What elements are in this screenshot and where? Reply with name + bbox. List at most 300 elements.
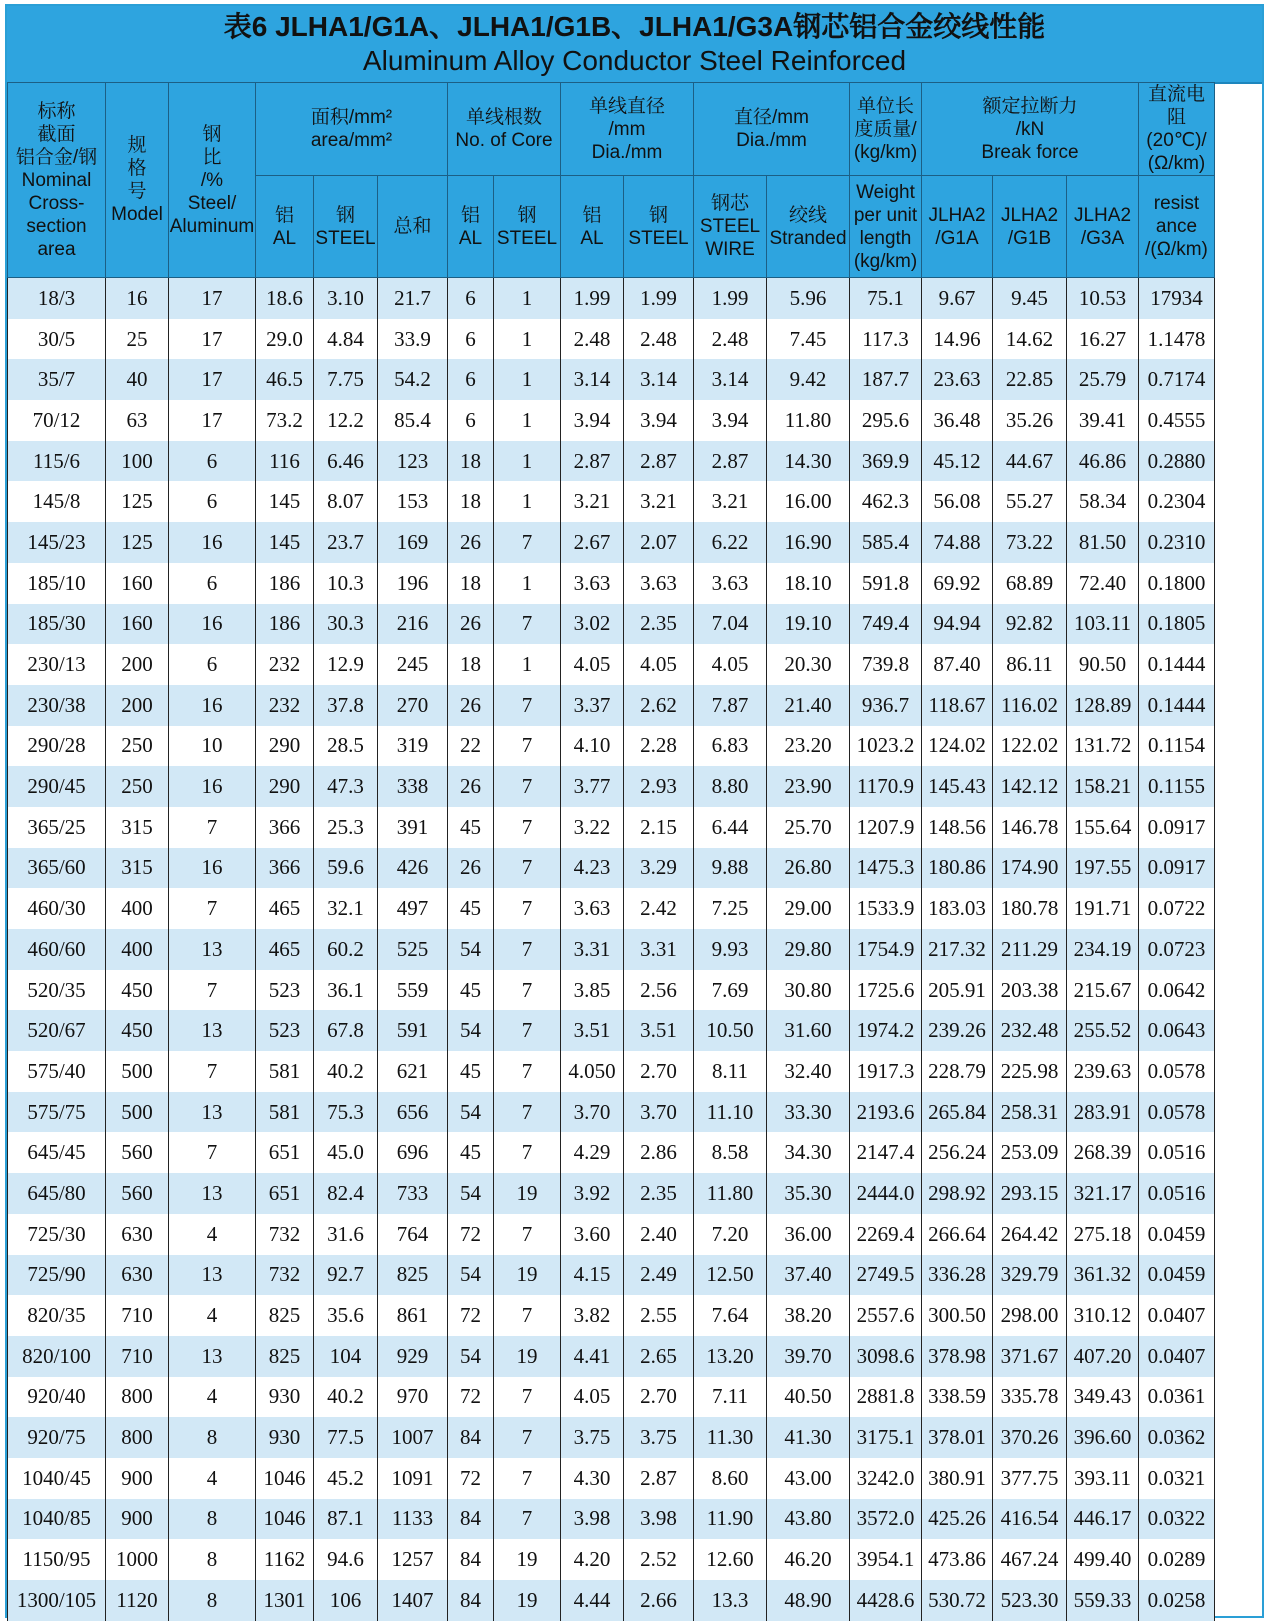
- cell-break-g1b: 73.22: [993, 522, 1067, 563]
- cell-steel-ratio: 13: [169, 1010, 256, 1051]
- cell-area-total: 319: [378, 726, 448, 767]
- cell-area-steel: 40.2: [314, 1377, 378, 1418]
- cell-resistance: 0.0361: [1139, 1377, 1215, 1418]
- cell-model: 500: [106, 1051, 169, 1092]
- cell-wire-dia-al: 3.98: [561, 1499, 624, 1540]
- header-line: /G1B: [1007, 227, 1052, 249]
- header-line: JLHA2: [1000, 204, 1059, 226]
- cell-nominal-area: 725/30: [8, 1214, 106, 1255]
- cell-dia-steel-core: 3.63: [694, 563, 767, 604]
- cell-wire-dia-al: 4.050: [561, 1051, 624, 1092]
- cell-cores-al: 18: [448, 644, 494, 685]
- cell-cores-steel: 1: [494, 441, 561, 482]
- cell-area-steel: 25.3: [314, 807, 378, 848]
- cell-break-g1a: 378.01: [922, 1417, 993, 1458]
- cell-weight: 4428.6: [850, 1580, 922, 1621]
- header-line: area: [37, 238, 76, 260]
- cell-area-al: 581: [256, 1092, 314, 1133]
- cell-dia-stranded: 34.30: [767, 1132, 850, 1173]
- col-area-steel: [314, 176, 378, 278]
- cell-break-g1b: 335.78: [993, 1377, 1067, 1418]
- cell-break-g3a: 39.41: [1067, 400, 1139, 441]
- cell-area-al: 290: [256, 726, 314, 767]
- cell-break-g3a: 268.39: [1067, 1132, 1139, 1173]
- table-row: [8, 766, 1215, 807]
- cell-dia-stranded: 48.90: [767, 1580, 850, 1621]
- cell-cores-steel: 7: [494, 685, 561, 726]
- cell-cores-steel: 19: [494, 1173, 561, 1214]
- cell-dia-stranded: 26.80: [767, 848, 850, 889]
- cell-break-g1a: 298.92: [922, 1173, 993, 1214]
- cell-area-al: 825: [256, 1295, 314, 1336]
- cell-dia-steel-core: 2.48: [694, 319, 767, 360]
- cell-dia-steel-core: 6.22: [694, 522, 767, 563]
- header-line: Model: [111, 204, 163, 225]
- cell-resistance: 0.0459: [1139, 1255, 1215, 1296]
- cell-wire-dia-steel: 2.65: [624, 1336, 694, 1377]
- cell-dia-steel-core: 7.04: [694, 604, 767, 645]
- cell-break-g3a: 128.89: [1067, 685, 1139, 726]
- cell-wire-dia-steel: 2.55: [624, 1295, 694, 1336]
- cell-steel-ratio: 17: [169, 359, 256, 400]
- cell-break-g1b: 92.82: [993, 604, 1067, 645]
- cell-cores-steel: 7: [494, 1214, 561, 1255]
- cell-resistance: 0.0289: [1139, 1539, 1215, 1580]
- cell-model: 16: [106, 278, 169, 319]
- table-frame: [5, 4, 1264, 1618]
- col-break-g1b: [993, 176, 1067, 278]
- cell-dia-stranded: 38.20: [767, 1295, 850, 1336]
- cell-break-g1a: 217.32: [922, 929, 993, 970]
- col-steel-ratio: [169, 83, 256, 278]
- header-line: Steel/: [187, 192, 237, 214]
- cell-area-total: 525: [378, 929, 448, 970]
- header-line: 号: [127, 181, 147, 202]
- table-row: [8, 278, 1215, 319]
- cell-break-g3a: 25.79: [1067, 359, 1139, 400]
- cell-dia-stranded: 40.50: [767, 1377, 850, 1418]
- cell-wire-dia-al: 3.37: [561, 685, 624, 726]
- cell-nominal-area: 230/13: [8, 644, 106, 685]
- table-row: [8, 1214, 1215, 1255]
- cell-resistance: 0.1444: [1139, 685, 1215, 726]
- cell-dia-stranded: 43.00: [767, 1458, 850, 1499]
- cell-resistance: 0.0362: [1139, 1417, 1215, 1458]
- cell-area-total: 169: [378, 522, 448, 563]
- cell-dia-stranded: 23.20: [767, 726, 850, 767]
- col-area-al: [256, 176, 314, 278]
- cell-area-total: 1091: [378, 1458, 448, 1499]
- col-resistance-cn: [1139, 83, 1215, 176]
- cell-wire-dia-steel: 3.51: [624, 1010, 694, 1051]
- cell-area-steel: 32.1: [314, 888, 378, 929]
- cell-area-al: 18.6: [256, 278, 314, 319]
- cell-model: 25: [106, 319, 169, 360]
- cell-break-g3a: 349.43: [1067, 1377, 1139, 1418]
- cell-cores-al: 18: [448, 481, 494, 522]
- cell-model: 450: [106, 1010, 169, 1051]
- cell-wire-dia-al: 3.63: [561, 888, 624, 929]
- cell-dia-stranded: 39.70: [767, 1336, 850, 1377]
- group-diameter: [694, 83, 850, 176]
- cell-break-g1b: 253.09: [993, 1132, 1067, 1173]
- cell-cores-al: 26: [448, 685, 494, 726]
- cell-area-steel: 45.2: [314, 1458, 378, 1499]
- cell-break-g1b: 174.90: [993, 848, 1067, 889]
- cell-cores-steel: 7: [494, 1377, 561, 1418]
- table-row: [8, 685, 1215, 726]
- cell-cores-al: 54: [448, 1255, 494, 1296]
- cell-steel-ratio: 13: [169, 1255, 256, 1296]
- cell-nominal-area: 820/35: [8, 1295, 106, 1336]
- cell-weight: 936.7: [850, 685, 922, 726]
- cell-wire-dia-al: 2.67: [561, 522, 624, 563]
- cell-steel-ratio: 7: [169, 970, 256, 1011]
- cell-wire-dia-steel: 4.05: [624, 644, 694, 685]
- cell-area-al: 732: [256, 1214, 314, 1255]
- cell-area-steel: 36.1: [314, 970, 378, 1011]
- cell-wire-dia-al: 3.77: [561, 766, 624, 807]
- cell-steel-ratio: 17: [169, 278, 256, 319]
- cell-weight: 3954.1: [850, 1539, 922, 1580]
- cell-resistance: 0.0917: [1139, 807, 1215, 848]
- cell-break-g1a: 148.56: [922, 807, 993, 848]
- cell-resistance: 0.1805: [1139, 604, 1215, 645]
- header-line: /G3A: [1080, 227, 1125, 249]
- cell-model: 900: [106, 1458, 169, 1499]
- cell-resistance: 0.0642: [1139, 970, 1215, 1011]
- cell-cores-al: 54: [448, 929, 494, 970]
- header-line: 钢: [648, 204, 668, 226]
- cell-resistance: 0.7174: [1139, 359, 1215, 400]
- header-line: JLHA2: [928, 204, 986, 226]
- cell-break-g1a: 265.84: [922, 1092, 993, 1133]
- cell-cores-al: 72: [448, 1295, 494, 1336]
- cell-model: 1120: [106, 1580, 169, 1621]
- cell-area-total: 123: [378, 441, 448, 482]
- cell-break-g3a: 72.40: [1067, 563, 1139, 604]
- cell-area-al: 651: [256, 1173, 314, 1214]
- cell-area-total: 85.4: [378, 400, 448, 441]
- cell-cores-al: 6: [448, 359, 494, 400]
- header-line: resist: [1153, 193, 1200, 214]
- cell-area-total: 21.7: [378, 278, 448, 319]
- header-line: 钢: [517, 204, 537, 226]
- cell-model: 160: [106, 604, 169, 645]
- cell-dia-steel-core: 6.83: [694, 726, 767, 767]
- cell-dia-steel-core: 10.50: [694, 1010, 767, 1051]
- table-row: [8, 1295, 1215, 1336]
- cell-break-g1a: 94.94: [922, 604, 993, 645]
- cell-break-g1b: 14.62: [993, 319, 1067, 360]
- cell-cores-steel: 19: [494, 1336, 561, 1377]
- cell-nominal-area: 365/60: [8, 848, 106, 889]
- header-line: WIRE: [705, 239, 755, 260]
- cell-model: 710: [106, 1336, 169, 1377]
- cell-weight: 585.4: [850, 522, 922, 563]
- cell-resistance: 0.0578: [1139, 1051, 1215, 1092]
- cell-break-g1a: 45.12: [922, 441, 993, 482]
- cell-break-g1b: 68.89: [993, 563, 1067, 604]
- cell-wire-dia-al: 4.41: [561, 1336, 624, 1377]
- header-line: per unit: [853, 204, 918, 226]
- cell-break-g3a: 90.50: [1067, 644, 1139, 685]
- cell-area-al: 523: [256, 1010, 314, 1051]
- cell-cores-steel: 7: [494, 1295, 561, 1336]
- cell-steel-ratio: 8: [169, 1580, 256, 1621]
- cell-model: 500: [106, 1092, 169, 1133]
- cell-nominal-area: 35/7: [8, 359, 106, 400]
- cell-break-g3a: 234.19: [1067, 929, 1139, 970]
- cell-steel-ratio: 8: [169, 1539, 256, 1580]
- cell-wire-dia-steel: 3.70: [624, 1092, 694, 1133]
- cell-cores-steel: 19: [494, 1539, 561, 1580]
- cell-area-steel: 28.5: [314, 726, 378, 767]
- cell-area-al: 1046: [256, 1458, 314, 1499]
- cell-area-al: 930: [256, 1377, 314, 1418]
- cell-dia-steel-core: 8.58: [694, 1132, 767, 1173]
- cell-break-g1b: 55.27: [993, 481, 1067, 522]
- cell-weight: 3242.0: [850, 1458, 922, 1499]
- cell-break-g1b: 142.12: [993, 766, 1067, 807]
- cell-steel-ratio: 8: [169, 1499, 256, 1540]
- cell-wire-dia-al: 3.21: [561, 481, 624, 522]
- cell-wire-dia-steel: 2.52: [624, 1539, 694, 1580]
- cell-area-steel: 12.2: [314, 400, 378, 441]
- cell-area-total: 153: [378, 481, 448, 522]
- cell-weight: 2444.0: [850, 1173, 922, 1214]
- header-line: 铝: [460, 204, 480, 226]
- cell-dia-stranded: 21.40: [767, 685, 850, 726]
- cell-weight: 295.6: [850, 400, 922, 441]
- group-break-force: [922, 83, 1139, 176]
- cell-model: 250: [106, 726, 169, 767]
- cell-weight: 591.8: [850, 563, 922, 604]
- cell-break-g1b: 377.75: [993, 1458, 1067, 1499]
- cell-dia-steel-core: 11.80: [694, 1173, 767, 1214]
- cell-area-total: 621: [378, 1051, 448, 1092]
- cell-break-g3a: 81.50: [1067, 522, 1139, 563]
- cell-wire-dia-steel: 2.93: [624, 766, 694, 807]
- cell-weight: 1754.9: [850, 929, 922, 970]
- group-area: [256, 83, 448, 176]
- cell-break-g1a: 338.59: [922, 1377, 993, 1418]
- cell-dia-stranded: 9.42: [767, 359, 850, 400]
- cell-wire-dia-al: 1.99: [561, 278, 624, 319]
- table-row: [8, 1010, 1215, 1051]
- cell-break-g3a: 393.11: [1067, 1458, 1139, 1499]
- cell-dia-stranded: 20.30: [767, 644, 850, 685]
- cell-wire-dia-steel: 3.14: [624, 359, 694, 400]
- cell-dia-steel-core: 7.20: [694, 1214, 767, 1255]
- cell-break-g1a: 530.72: [922, 1580, 993, 1621]
- header-line: 铝: [582, 204, 602, 226]
- cell-break-g3a: 58.34: [1067, 481, 1139, 522]
- cell-break-g1b: 22.85: [993, 359, 1067, 400]
- cell-break-g1b: 371.67: [993, 1336, 1067, 1377]
- cell-model: 40: [106, 359, 169, 400]
- cell-break-g1b: 232.48: [993, 1010, 1067, 1051]
- cell-dia-steel-core: 6.44: [694, 807, 767, 848]
- header-line: (kg/km): [853, 141, 918, 163]
- cell-break-g1b: 416.54: [993, 1499, 1067, 1540]
- col-break-g1a: [922, 176, 993, 278]
- cell-cores-al: 54: [448, 1173, 494, 1214]
- cell-nominal-area: 115/6: [8, 441, 106, 482]
- header-line: STEEL: [315, 227, 376, 249]
- cell-nominal-area: 18/3: [8, 278, 106, 319]
- cell-model: 100: [106, 441, 169, 482]
- cell-wire-dia-steel: 2.35: [624, 1173, 694, 1214]
- header-line: 钢: [335, 204, 355, 226]
- cell-dia-steel-core: 4.05: [694, 644, 767, 685]
- col-cores-steel: [494, 176, 561, 278]
- cell-nominal-area: 145/23: [8, 522, 106, 563]
- cell-break-g1a: 145.43: [922, 766, 993, 807]
- group-cores: [448, 83, 561, 176]
- cell-break-g1b: 211.29: [993, 929, 1067, 970]
- cell-model: 900: [106, 1499, 169, 1540]
- header-line: Nominal: [21, 169, 92, 191]
- cell-area-steel: 59.6: [314, 848, 378, 889]
- cell-area-al: 29.0: [256, 319, 314, 360]
- cell-break-g3a: 103.11: [1067, 604, 1139, 645]
- cell-resistance: 0.0321: [1139, 1458, 1215, 1499]
- table-row: [8, 1092, 1215, 1133]
- cell-break-g1b: 225.98: [993, 1051, 1067, 1092]
- cell-nominal-area: 1150/95: [8, 1539, 106, 1580]
- cell-wire-dia-steel: 2.87: [624, 1458, 694, 1499]
- cell-area-al: 1301: [256, 1580, 314, 1621]
- cell-area-al: 825: [256, 1336, 314, 1377]
- cell-break-g1a: 124.02: [922, 726, 993, 767]
- header-line: 钢: [202, 123, 222, 145]
- cell-model: 630: [106, 1214, 169, 1255]
- table-row: [8, 1417, 1215, 1458]
- cell-wire-dia-steel: 3.63: [624, 563, 694, 604]
- cell-wire-dia-steel: 2.48: [624, 319, 694, 360]
- col-nominal-area: [8, 83, 106, 278]
- cell-nominal-area: 30/5: [8, 319, 106, 360]
- cell-area-total: 825: [378, 1255, 448, 1296]
- title-chinese: 表6 JLHA1/G1A、JLHA1/G1B、JLHA1/G3A钢芯铝合金绞线性能: [223, 11, 1046, 42]
- cell-weight: 2749.5: [850, 1255, 922, 1296]
- cell-resistance: 0.1800: [1139, 563, 1215, 604]
- cell-cores-al: 54: [448, 1336, 494, 1377]
- cell-break-g1a: 183.03: [922, 888, 993, 929]
- cell-wire-dia-steel: 2.28: [624, 726, 694, 767]
- cell-nominal-area: 460/60: [8, 929, 106, 970]
- cell-cores-steel: 7: [494, 888, 561, 929]
- cell-nominal-area: 460/30: [8, 888, 106, 929]
- cell-dia-stranded: 7.45: [767, 319, 850, 360]
- cell-cores-steel: 19: [494, 1580, 561, 1621]
- table-row: [8, 1499, 1215, 1540]
- cell-break-g3a: 321.17: [1067, 1173, 1139, 1214]
- header-line: /mm: [608, 118, 646, 140]
- cell-model: 315: [106, 807, 169, 848]
- cell-weight: 739.8: [850, 644, 922, 685]
- cell-steel-ratio: 17: [169, 400, 256, 441]
- cell-break-g1b: 86.11: [993, 644, 1067, 685]
- cell-wire-dia-al: 3.22: [561, 807, 624, 848]
- cell-break-g1b: 523.30: [993, 1580, 1067, 1621]
- cell-area-steel: 67.8: [314, 1010, 378, 1051]
- cell-area-total: 270: [378, 685, 448, 726]
- cell-dia-steel-core: 12.50: [694, 1255, 767, 1296]
- cell-area-al: 145: [256, 522, 314, 563]
- cell-area-al: 73.2: [256, 400, 314, 441]
- cell-break-g3a: 215.67: [1067, 970, 1139, 1011]
- cell-cores-al: 45: [448, 970, 494, 1011]
- cell-area-total: 1133: [378, 1499, 448, 1540]
- table-title: [7, 6, 1262, 84]
- cell-dia-steel-core: 8.11: [694, 1051, 767, 1092]
- table-row: [8, 1458, 1215, 1499]
- table-row: [8, 1051, 1215, 1092]
- cell-cores-al: 84: [448, 1539, 494, 1580]
- cell-cores-steel: 7: [494, 1132, 561, 1173]
- table-row: [8, 1580, 1215, 1621]
- cell-weight: 369.9: [850, 441, 922, 482]
- cell-resistance: 1.1478: [1139, 319, 1215, 360]
- cell-wire-dia-steel: 3.31: [624, 929, 694, 970]
- cell-break-g1a: 256.24: [922, 1132, 993, 1173]
- cell-cores-al: 26: [448, 604, 494, 645]
- cell-nominal-area: 185/10: [8, 563, 106, 604]
- cell-area-steel: 31.6: [314, 1214, 378, 1255]
- cell-break-g1a: 266.64: [922, 1214, 993, 1255]
- cell-nominal-area: 575/40: [8, 1051, 106, 1092]
- cell-break-g1b: 180.78: [993, 888, 1067, 929]
- col-weight-cn: [850, 83, 922, 176]
- cell-dia-stranded: 46.20: [767, 1539, 850, 1580]
- header-line: 额定拉断力: [982, 95, 1078, 117]
- cell-steel-ratio: 6: [169, 563, 256, 604]
- cell-area-al: 232: [256, 685, 314, 726]
- cell-resistance: 0.0578: [1139, 1092, 1215, 1133]
- header-line: Aluminum: [169, 215, 255, 237]
- cell-wire-dia-al: 3.60: [561, 1214, 624, 1255]
- cell-nominal-area: 70/12: [8, 400, 106, 441]
- table-row: [8, 481, 1215, 522]
- cell-weight: 2193.6: [850, 1092, 922, 1133]
- cell-area-steel: 6.46: [314, 441, 378, 482]
- table-row: [8, 970, 1215, 1011]
- cell-cores-steel: 1: [494, 563, 561, 604]
- cell-break-g1a: 9.67: [922, 278, 993, 319]
- cell-cores-steel: 7: [494, 929, 561, 970]
- cell-weight: 1917.3: [850, 1051, 922, 1092]
- cell-dia-stranded: 29.00: [767, 888, 850, 929]
- cell-resistance: 0.0722: [1139, 888, 1215, 929]
- cell-cores-steel: 7: [494, 726, 561, 767]
- cell-cores-al: 18: [448, 563, 494, 604]
- header-line: 铝合金/钢: [15, 146, 98, 168]
- cell-wire-dia-al: 4.05: [561, 1377, 624, 1418]
- cell-area-steel: 45.0: [314, 1132, 378, 1173]
- cell-wire-dia-steel: 2.87: [624, 441, 694, 482]
- cell-break-g1a: 56.08: [922, 481, 993, 522]
- cell-weight: 75.1: [850, 278, 922, 319]
- cell-break-g1a: 336.28: [922, 1255, 993, 1296]
- cell-area-al: 465: [256, 888, 314, 929]
- cell-resistance: 0.1444: [1139, 644, 1215, 685]
- cell-wire-dia-al: 3.70: [561, 1092, 624, 1133]
- cell-resistance: 0.2304: [1139, 481, 1215, 522]
- header-line: 单线根数: [465, 107, 542, 128]
- cell-break-g1b: 9.45: [993, 278, 1067, 319]
